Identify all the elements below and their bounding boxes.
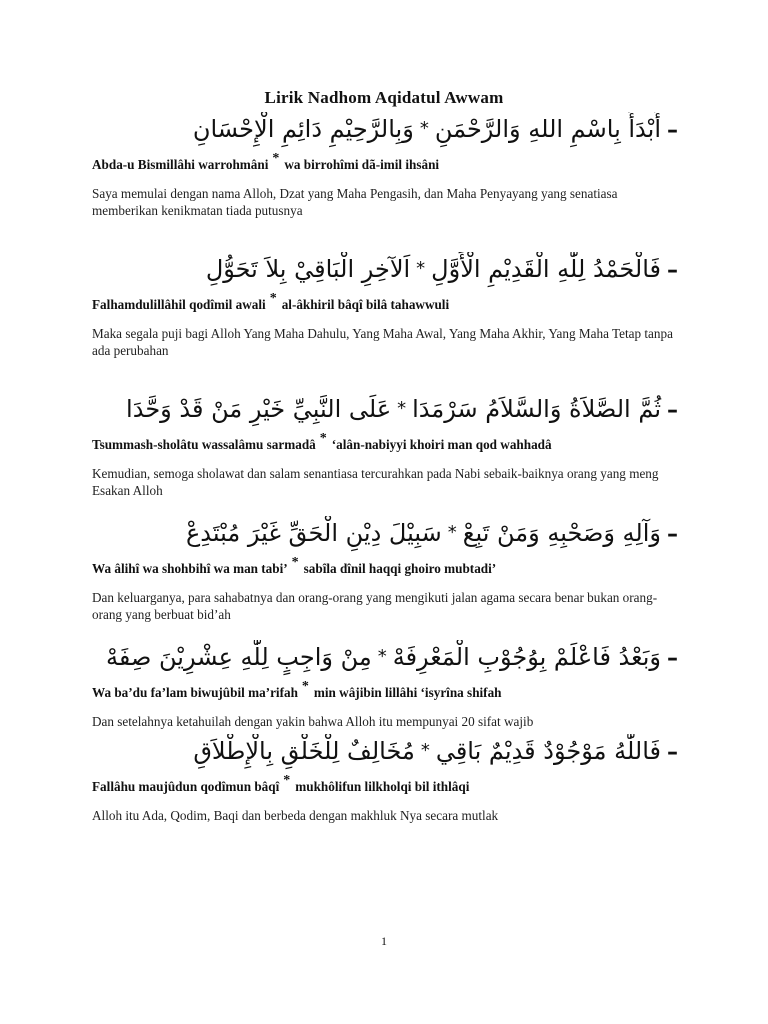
- translation-text: Maka segala puji bagi Alloh Yang Maha Dahulu, Yang Maha Awal, Yang Maha Akhir, Yang Maha Tetap tanpa ada perubahan: [92, 326, 673, 358]
- transliteration-first: Fallâhu maujûdun qodîmun bâqî: [92, 779, 280, 794]
- transliteration-line: [92, 679, 678, 703]
- arabic-hemistich-second: عَلَى النَّبِيِّ خَيْرِ مَنْ قَدْ وَحَّدَا: [126, 395, 392, 423]
- verse-separator: *: [447, 522, 457, 543]
- arabic-verse-line: [92, 640, 678, 676]
- translation-text: Saya memulai dengan nama Alloh, Dzat yang Maha Pengasih, dan Maha Penyayang yang senatiasa memberikan kenikmatan tiada putusnya: [92, 186, 618, 218]
- transliteration-separator: *: [283, 773, 291, 788]
- verse-dash: –: [667, 258, 678, 283]
- arabic-hemistich-first: وَبَعْدُ فَاعْلَمْ بِوُجُوْبِ الْمَعْرِفَهْ: [392, 643, 661, 671]
- verse-4: [92, 516, 678, 623]
- transliteration-line: [92, 151, 678, 175]
- verse-dash: –: [667, 522, 678, 547]
- transliteration-first: Tsummash-sholâtu wassalâmu sarmadâ: [92, 437, 316, 452]
- arabic-verse-line: [92, 112, 678, 148]
- arabic-hemistich-first: وَآلِهِ وَصَحْبِهِ وَمَنْ تَبِعْ: [462, 519, 661, 547]
- arabic-hemistich-second: مِنْ وَاجِبٍ لِلّٰهِ عِشْرِيْنَ صِفَهْ: [105, 643, 372, 671]
- verse-5: [92, 640, 678, 730]
- arabic-hemistich-first: فَاللّٰهُ مَوْجُوْدٌ قَدِيْمٌ بَاقِي: [435, 737, 661, 765]
- arabic-hemistich-first: ثُمَّ الصَّلاَةُ وَالسَّلاَمُ سَرْمَدَا: [412, 395, 661, 423]
- verse-separator: *: [416, 258, 426, 279]
- translation-text: Kemudian, semoga sholawat dan salam senantiasa tercurahkan pada Nabi sebaik-baiknya orang yang meng Esakan Alloh: [92, 466, 659, 498]
- transliteration-first: Falhamdulillâhil qodîmil awali: [92, 297, 266, 312]
- transliteration-first: Wa âlihî wa shohbihî wa man tabi’: [92, 561, 288, 576]
- transliteration-second: wa birrohîmi dã-imil ihsâni: [284, 157, 440, 172]
- arabic-verse-line: [92, 734, 678, 770]
- arabic-hemistich-second: وَبِالرَّحِيْمِ دَائِمِ الْإِحْسَانِ: [192, 115, 414, 143]
- transliteration-line: [92, 555, 678, 579]
- arabic-hemistich-second: مُخَالِفٌ لِلْخَلْقِ بِالْإِطْلاَقِ: [193, 737, 415, 765]
- transliteration-separator: *: [291, 555, 299, 570]
- verse-1: [92, 112, 678, 219]
- transliteration-separator: *: [269, 291, 277, 306]
- arabic-hemistich-second: سَبِيْلَ دِيْنِ الْحَقِّ غَيْرَ مُبْتَدِعْ: [185, 519, 442, 547]
- arabic-hemistich-first: أَبْدَأُ بِاسْمِ اللهِ وَالرَّحْمَنِ: [434, 115, 661, 143]
- verse-separator: *: [420, 740, 430, 761]
- transliteration-line: [92, 291, 678, 315]
- verse-separator: *: [419, 118, 429, 139]
- verse-dash: –: [667, 646, 678, 671]
- verse-separator: *: [397, 398, 407, 419]
- transliteration-line: [92, 773, 678, 797]
- verse-3: [92, 392, 678, 499]
- verse-dash: –: [667, 740, 678, 765]
- transliteration-first: Wa ba’du fa’lam biwujûbil ma’rifah: [92, 685, 298, 700]
- arabic-verse-line: [92, 392, 678, 428]
- document-title: Lirik Nadhom Aqidatul Awwam: [264, 88, 504, 107]
- transliteration-line: [92, 431, 678, 455]
- transliteration-second: sabîla dînil haqqi ghoiro mubtadi’: [303, 561, 497, 576]
- transliteration-first: Abda-u Bismillâhi warrohmâni: [92, 157, 269, 172]
- translation-text: Dan keluarganya, para sahabatnya dan orang-orang yang mengikuti jalan agama secara benar bukan orang-orang yang berbuat bid’ah: [92, 590, 658, 622]
- translation-text: Alloh itu Ada, Qodim, Baqi dan berbeda dengan makhluk Nya secara mutlak: [92, 808, 499, 823]
- verse-separator: *: [377, 646, 387, 667]
- verse-dash: –: [667, 118, 678, 143]
- arabic-hemistich-first: فَالْحَمْدُ لِلّٰهِ الْقَدِيْمِ الْأَوَّلِ: [431, 255, 661, 283]
- transliteration-separator: *: [319, 431, 327, 446]
- verse-6: [92, 734, 678, 824]
- transliteration-separator: *: [301, 679, 309, 694]
- verse-dash: –: [667, 398, 678, 423]
- translation-text: Dan setelahnya ketahuilah dengan yakin bahwa Alloh itu mempunyai 20 sifat wajib: [92, 714, 534, 729]
- transliteration-separator: *: [272, 151, 280, 166]
- arabic-verse-line: [92, 516, 678, 552]
- transliteration-second: ‘alân-nabiyyi khoiri man qod wahhadâ: [331, 437, 552, 452]
- transliteration-second: mukhôlifun lilkholqi bil ithlâqi: [295, 779, 470, 794]
- transliteration-second: al-âkhiril bâqî bilâ tahawwuli: [281, 297, 450, 312]
- page-number: 1: [381, 934, 387, 948]
- transliteration-second: min wâjibin lillâhi ‘isyrîna shifah: [313, 685, 502, 700]
- arabic-hemistich-second: اَلآخِرِ الْبَاقِيْ بِلاَ تَحَوُّلِ: [205, 255, 411, 283]
- arabic-verse-line: [92, 252, 678, 288]
- verse-2: [92, 252, 678, 359]
